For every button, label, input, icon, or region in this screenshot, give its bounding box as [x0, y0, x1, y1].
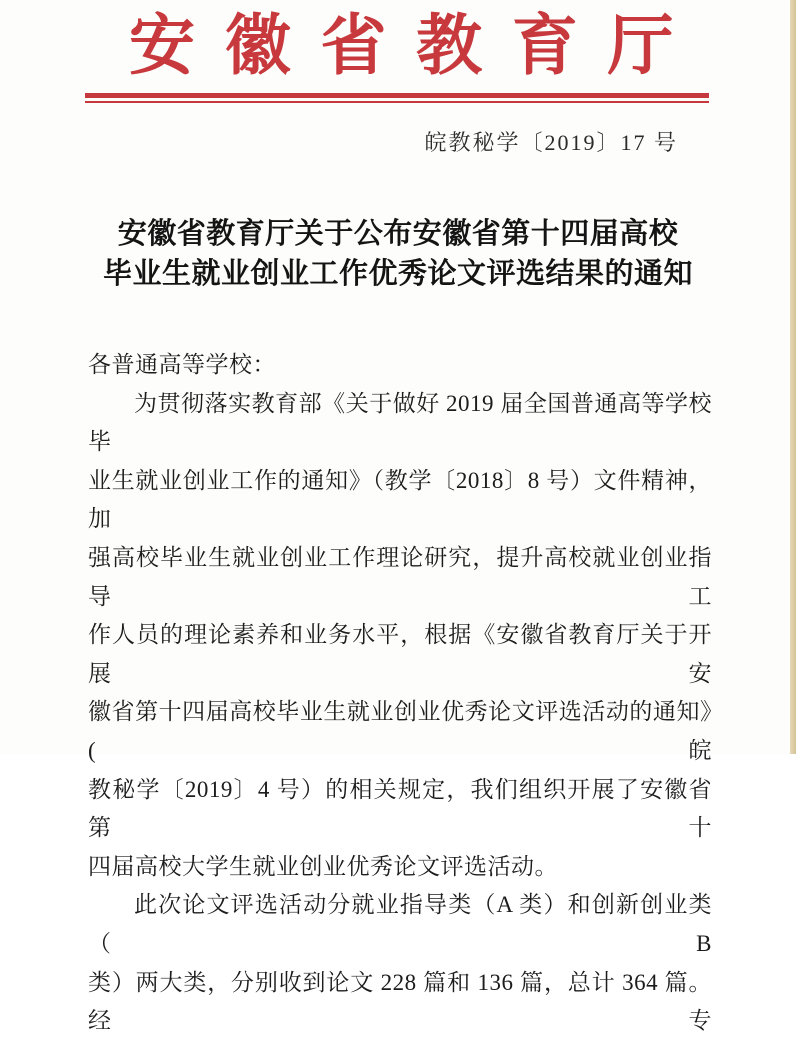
- document-title-line2: 毕业生就业创业工作优秀论文评选结果的通知: [102, 258, 693, 290]
- body-line: 类）两大类，分别收到论文 228 篇和 136 篇，总计 364 篇。经专: [88, 969, 712, 1034]
- body-line: 强高校毕业生就业创业工作理论研究，提升高校就业创业指导工: [88, 544, 712, 609]
- body-line: 徽省第十四届高校毕业生就业创业优秀论文评选活动的通知》(皖: [88, 699, 712, 763]
- document-title-line1: 安徽省教育厅关于公布安徽省第十四届高校: [117, 218, 679, 250]
- scan-edge-stripe: [790, 0, 796, 754]
- body-line: 教秘学〔2019〕4 号）的相关规定，我们组织开展了安徽省第十: [88, 776, 712, 841]
- body-line: 此次论文评选活动分就业指导类（A 类）和创新创业类（B: [88, 892, 712, 956]
- document-title: [0, 214, 796, 294]
- body-line: 为贯彻落实教育部《关于做好 2019 届全国普通高等学校毕: [88, 390, 712, 455]
- agency-masthead: 安徽省教育厅: [129, 10, 704, 83]
- document-number: 皖教秘学〔2019〕17 号: [424, 130, 678, 155]
- body-line: 业生就业创业工作的通知》（教学〔2018〕8 号）文件精神，加: [88, 467, 712, 532]
- body-line: 作人员的理论素养和业务水平，根据《安徽省教育厅关于开展安: [88, 622, 712, 686]
- document-body: [88, 346, 712, 1041]
- salutation: 各普通高等学校：: [88, 352, 276, 377]
- document-paragraphs: [88, 385, 712, 1041]
- masthead-double-rule: [85, 93, 709, 103]
- body-line: 四届高校大学生就业创业优秀论文评选活动。: [88, 853, 558, 879]
